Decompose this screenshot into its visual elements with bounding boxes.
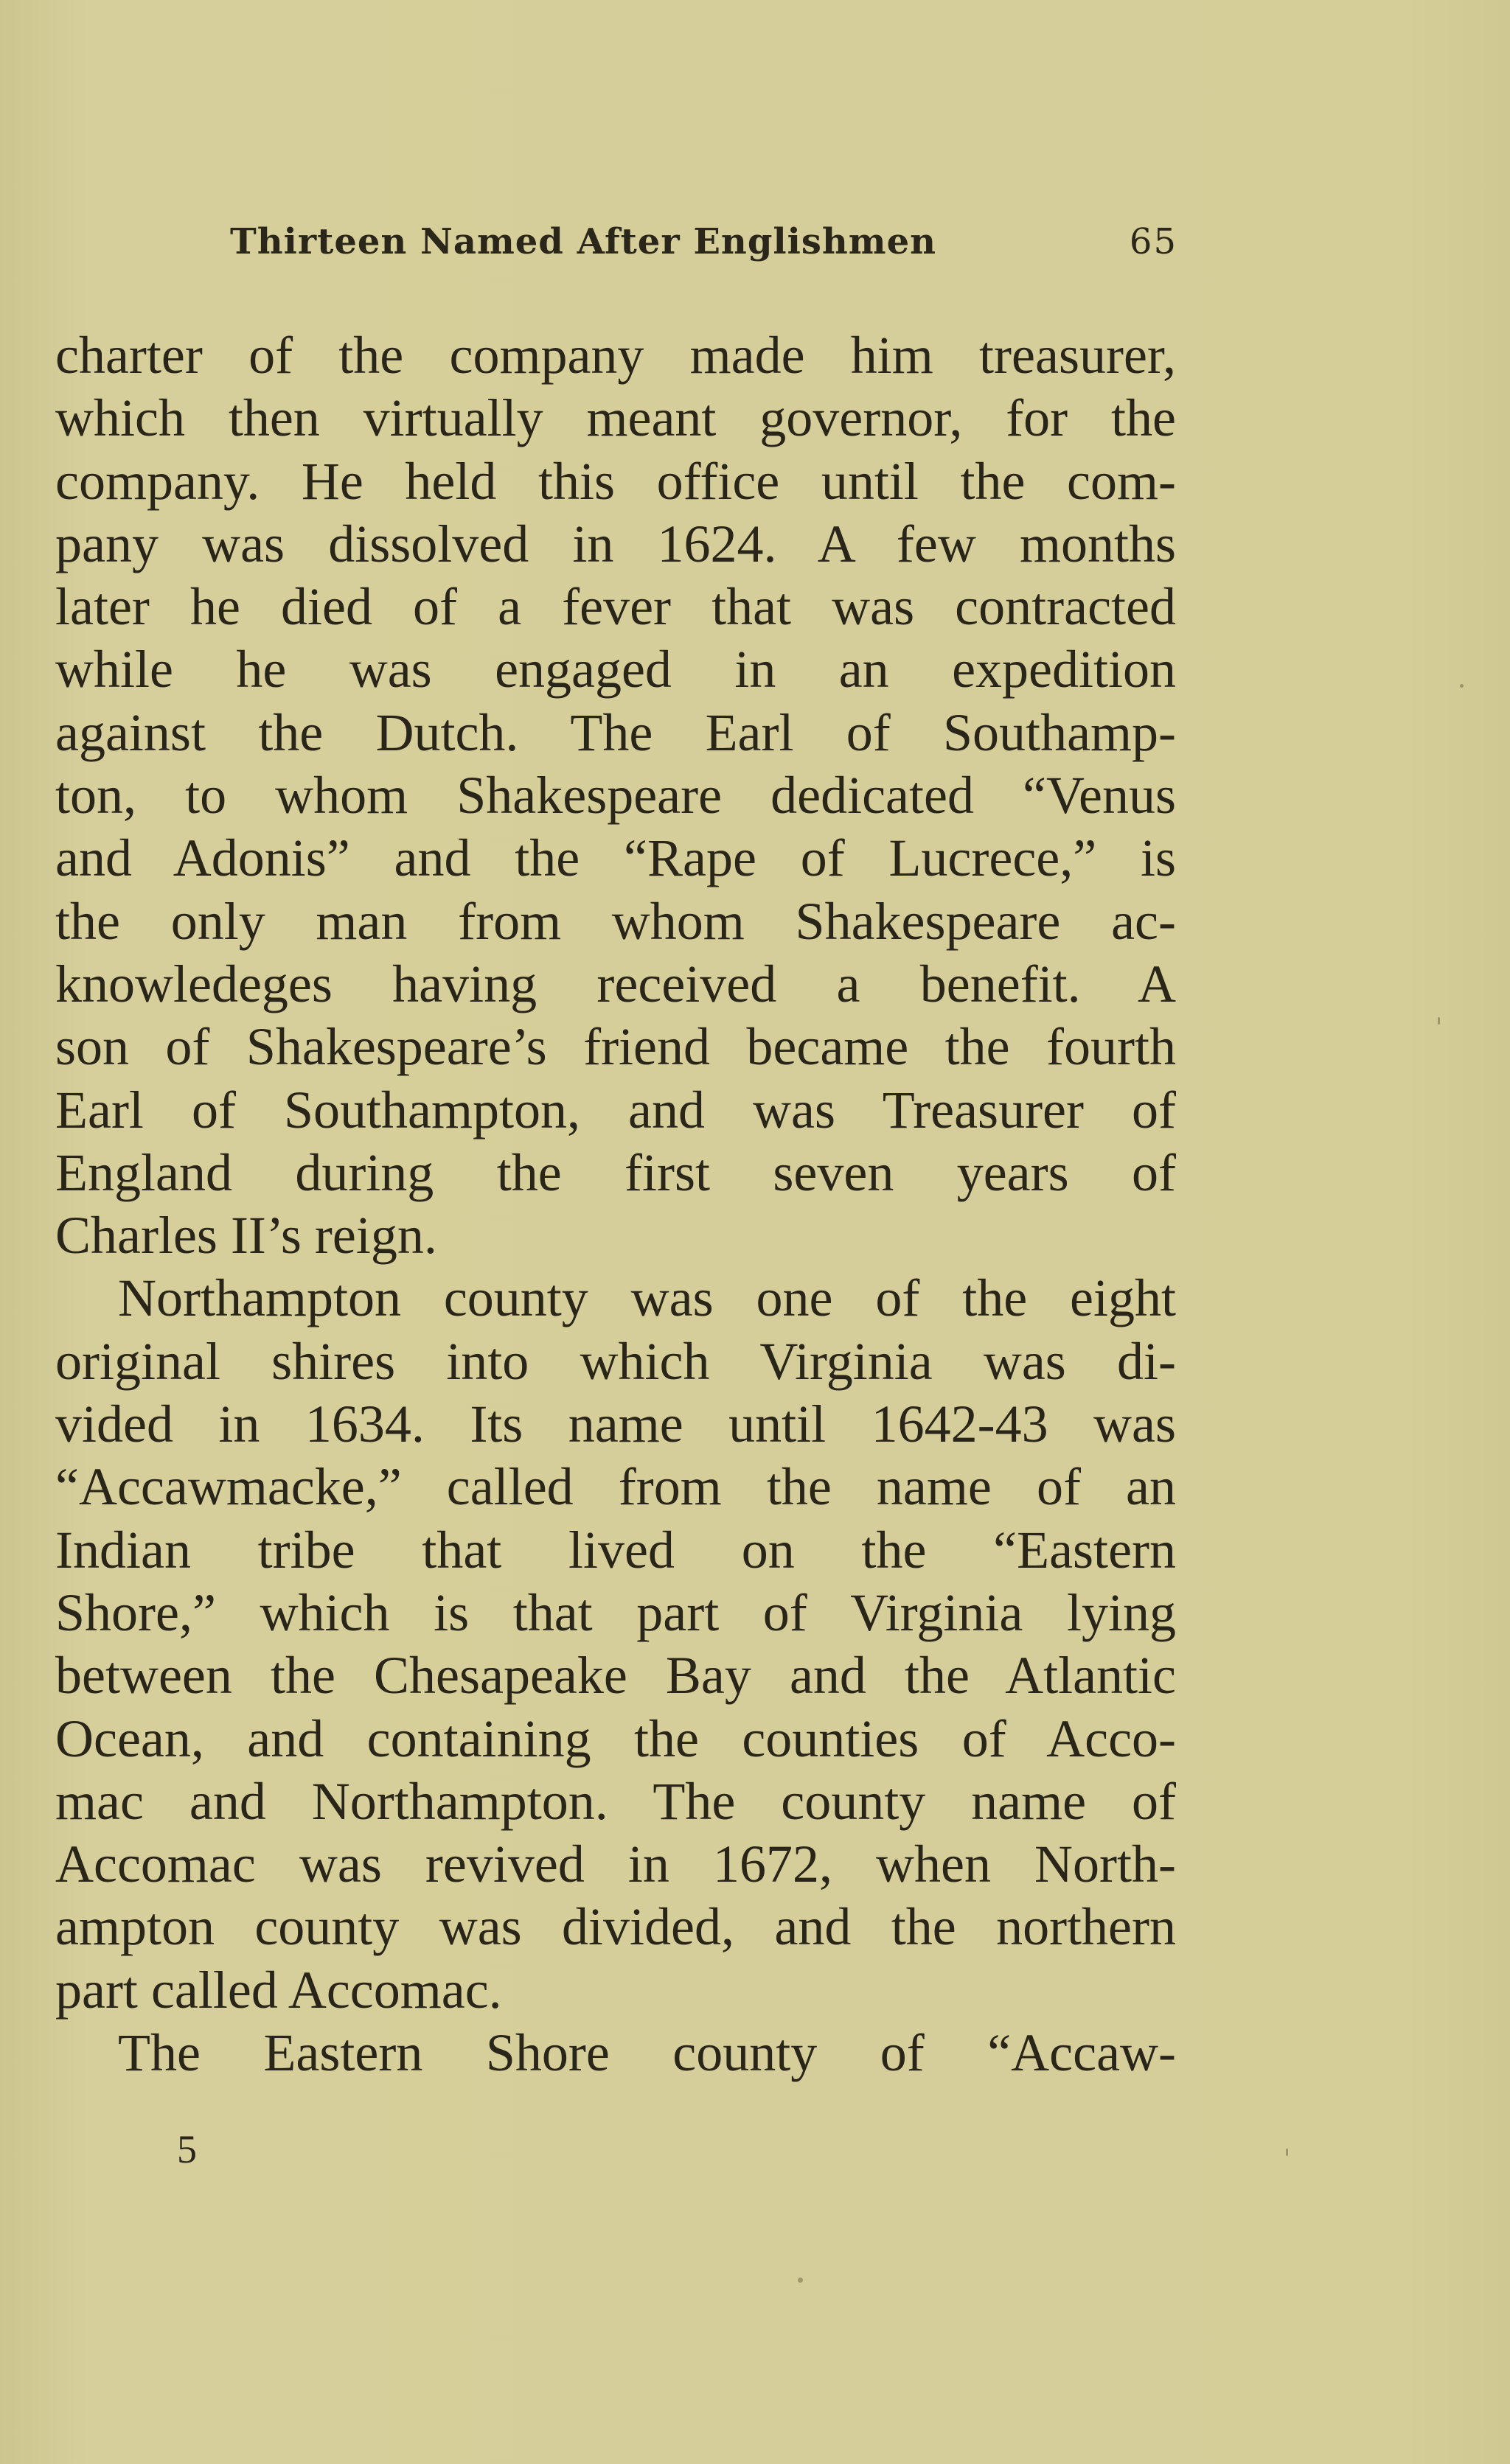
paper-speck: [798, 2278, 803, 2283]
text-line: ampton county was divided, and the northern: [55, 1897, 1176, 1957]
text-line: Earl of Southampton, and was Treasurer of: [55, 1080, 1176, 1139]
text-line: England during the first seven years of: [55, 1142, 1176, 1202]
text-line: Indian tribe that lived on the “Eastern: [55, 1520, 1176, 1580]
text-line: The Eastern Shore county of “Accaw-: [118, 2023, 1176, 2083]
text-line: charter of the company made him treasurer,: [55, 326, 1176, 385]
text-line: which then virtually meant governor, for the: [55, 388, 1176, 448]
text-line: while he was engaged in an expedition: [55, 640, 1176, 699]
page-number: 65: [1129, 221, 1177, 262]
text-line: between the Chesapeake Bay and the Atlantic: [55, 1646, 1176, 1706]
text-line: vided in 1634. Its name until 1642-43 was: [55, 1395, 1176, 1454]
text-line: Accomac was revived in 1672, when North-: [55, 1835, 1176, 1894]
text-line: company. He held this office until the com-: [55, 451, 1176, 511]
text-line: part called Accomac.: [55, 1960, 502, 2020]
running-title: Thirteen Named After Englishmen: [230, 221, 936, 262]
text-line: later he died of a fever that was contracted: [55, 577, 1176, 637]
text-line: against the Dutch. The Earl of Southamp-: [55, 702, 1176, 762]
text-line: Charles II’s reign.: [55, 1206, 437, 1266]
text-line: “Accawmacke,” called from the name of an: [55, 1457, 1176, 1517]
signature-mark: 5: [177, 2127, 197, 2171]
text-line: Ocean, and containing the counties of Acco-: [55, 1709, 1176, 1768]
text-line: son of Shakespeare’s friend became the fourth: [55, 1017, 1176, 1077]
text-line: mac and Northampton. The county name of: [55, 1771, 1176, 1831]
text-line: Shore,” which is that part of Virginia lying: [55, 1582, 1176, 1642]
page-header: [230, 221, 1177, 273]
text-line: knowledeges having received a benefit. A: [55, 954, 1176, 1013]
text-line: the only man from whom Shakespeare ac-: [55, 891, 1176, 951]
text-line: and Adonis” and the “Rape of Lucrece,” is: [55, 828, 1176, 888]
text-line: ton, to whom Shakespeare dedicated “Venus: [55, 766, 1176, 826]
body-text: [55, 324, 1176, 2084]
paper-speck: [1286, 2149, 1288, 2156]
text-line: pany was dissolved in 1624. A few months: [55, 514, 1176, 573]
text-line: original shires into which Virginia was di-: [55, 1331, 1176, 1391]
paper-speck: [1438, 1017, 1440, 1025]
paper-speck: [1460, 684, 1464, 688]
text-line: Northampton county was one of the eight: [118, 1268, 1176, 1328]
